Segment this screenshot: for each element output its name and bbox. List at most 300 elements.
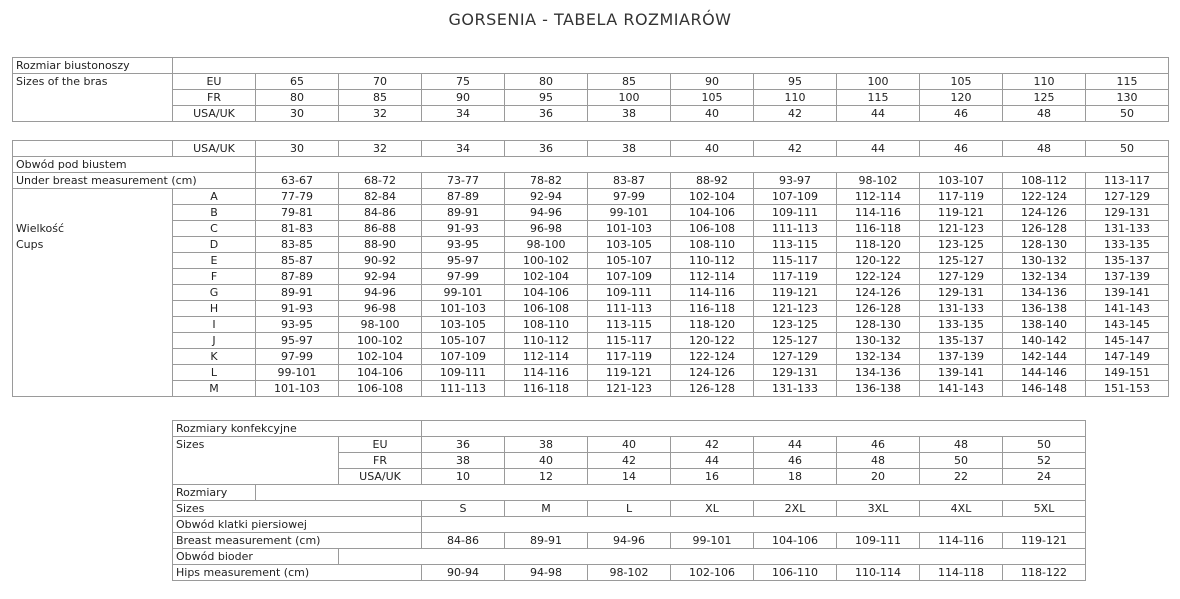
cup-value: 107-109: [588, 269, 671, 285]
bra-sizes-table: [12, 57, 1169, 122]
cups-label-en: Cups: [13, 237, 173, 253]
cup-value: 107-109: [422, 349, 505, 365]
letter-size: S: [422, 501, 505, 517]
cup-value: 131-133: [920, 301, 1003, 317]
cup-value: 96-98: [505, 221, 588, 237]
size-value: 48: [920, 437, 1003, 453]
cup-value: 131-133: [754, 381, 837, 397]
empty-cell: [13, 285, 173, 301]
cup-letter: I: [173, 317, 256, 333]
cup-value: 89-91: [422, 205, 505, 221]
empty-cell: [13, 253, 173, 269]
size-value: 44: [837, 106, 920, 122]
cup-value: 130-132: [1003, 253, 1086, 269]
under-value: 93-97: [754, 173, 837, 189]
cup-row: [13, 221, 1169, 237]
size-value: 48: [837, 453, 920, 469]
cup-value: 108-110: [505, 317, 588, 333]
size-value: 85: [339, 90, 422, 106]
breast-value: 109-111: [837, 533, 920, 549]
size-value: 115: [837, 90, 920, 106]
cup-value: 132-134: [1003, 269, 1086, 285]
under-value: 73-77: [422, 173, 505, 189]
cup-row: [13, 189, 1169, 205]
size-value: 32: [339, 141, 422, 157]
empty-cell: [13, 349, 173, 365]
size-value: 38: [505, 437, 588, 453]
cup-value: 124-126: [837, 285, 920, 301]
cup-value: 98-100: [505, 237, 588, 253]
cup-value: 128-130: [1003, 237, 1086, 253]
cup-value: 135-137: [920, 333, 1003, 349]
cup-row: [13, 285, 1169, 301]
cups-header-row: [13, 141, 1169, 157]
cup-value: 142-144: [1003, 349, 1086, 365]
size-value: 105: [671, 90, 754, 106]
cup-value: 115-117: [754, 253, 837, 269]
clothing-sizes-table: [172, 420, 1086, 581]
cup-value: 106-108: [505, 301, 588, 317]
cup-value: 139-141: [920, 365, 1003, 381]
size-value: 40: [505, 453, 588, 469]
size-value: 80: [505, 74, 588, 90]
cup-letter: A: [173, 189, 256, 205]
cup-value: 129-131: [1086, 205, 1169, 221]
cup-value: 113-115: [754, 237, 837, 253]
under-value: 83-87: [588, 173, 671, 189]
size-value: 38: [588, 141, 671, 157]
size-value: 46: [920, 106, 1003, 122]
size-value: 46: [837, 437, 920, 453]
size-value: 130: [1086, 90, 1169, 106]
cup-row: [13, 301, 1169, 317]
size-value: 40: [671, 106, 754, 122]
cup-value: 84-86: [339, 205, 422, 221]
under-value: 63-67: [256, 173, 339, 189]
size-value: 100: [588, 90, 671, 106]
letter-size: 4XL: [920, 501, 1003, 517]
under-label-en: Under breast measurement (cm): [13, 173, 256, 189]
empty-cell: [13, 381, 173, 397]
empty-cell: [173, 58, 1169, 74]
cup-row: [13, 381, 1169, 397]
cup-value: 109-111: [422, 365, 505, 381]
cup-value: 83-85: [256, 237, 339, 253]
size-value: 32: [339, 106, 422, 122]
size-value: 95: [505, 90, 588, 106]
cup-value: 111-113: [754, 221, 837, 237]
cup-value: 95-97: [422, 253, 505, 269]
cup-value: 121-123: [588, 381, 671, 397]
size-value: 50: [1003, 437, 1086, 453]
cup-row: [13, 365, 1169, 381]
empty-cell: [13, 365, 173, 381]
cup-value: 116-118: [505, 381, 588, 397]
cup-value: 127-129: [1086, 189, 1169, 205]
size-value: 70: [339, 74, 422, 90]
cup-letter: C: [173, 221, 256, 237]
hips-values-row: [173, 565, 1086, 581]
breast-label-pl: Obwód klatki piersiowej: [173, 517, 422, 533]
under-value: 88-92: [671, 173, 754, 189]
size-value: 44: [754, 437, 837, 453]
cup-value: 106-108: [671, 221, 754, 237]
breast-value: 104-106: [754, 533, 837, 549]
size-value: 48: [1003, 106, 1086, 122]
cup-value: 137-139: [1086, 269, 1169, 285]
cup-value: 112-114: [505, 349, 588, 365]
cup-value: 123-125: [920, 237, 1003, 253]
hips-value: 118-122: [1003, 565, 1086, 581]
cup-value: 99-101: [588, 205, 671, 221]
clothing-size-row: [173, 469, 1086, 485]
cup-value: 116-118: [671, 301, 754, 317]
cup-value: 102-104: [339, 349, 422, 365]
cup-value: 120-122: [837, 253, 920, 269]
size-value: 65: [256, 74, 339, 90]
hips-value: 110-114: [837, 565, 920, 581]
cup-value: 101-103: [256, 381, 339, 397]
cup-value: 82-84: [339, 189, 422, 205]
cup-value: 103-105: [422, 317, 505, 333]
cup-value: 114-116: [837, 205, 920, 221]
cup-value: 77-79: [256, 189, 339, 205]
cup-value: 116-118: [837, 221, 920, 237]
cup-value: 97-99: [588, 189, 671, 205]
size-value: 20: [837, 469, 920, 485]
cup-value: 119-121: [920, 205, 1003, 221]
size-system-label: USA/UK: [339, 469, 422, 485]
empty-cell: [13, 106, 173, 122]
under-value: 113-117: [1086, 173, 1169, 189]
bra-size-row: [13, 90, 1169, 106]
sizes-label-en: Sizes: [173, 501, 422, 517]
cup-value: 111-113: [588, 301, 671, 317]
cup-value: 88-90: [339, 237, 422, 253]
size-system-label: EU: [339, 437, 422, 453]
cup-value: 124-126: [1003, 205, 1086, 221]
cup-value: 143-145: [1086, 317, 1169, 333]
cup-value: 121-123: [920, 221, 1003, 237]
cup-value: 141-143: [920, 381, 1003, 397]
cup-value: 129-131: [754, 365, 837, 381]
under-value: 78-82: [505, 173, 588, 189]
cup-value: 118-120: [837, 237, 920, 253]
cup-value: 79-81: [256, 205, 339, 221]
cup-value: 101-103: [422, 301, 505, 317]
empty-cell: [13, 301, 173, 317]
cup-value: 141-143: [1086, 301, 1169, 317]
cup-value: 101-103: [588, 221, 671, 237]
cup-value: 119-121: [754, 285, 837, 301]
size-value: 125: [1003, 90, 1086, 106]
size-value: 38: [422, 453, 505, 469]
size-value: 95: [754, 74, 837, 90]
cup-value: 122-124: [837, 269, 920, 285]
under-value: 108-112: [1003, 173, 1086, 189]
cup-value: 132-134: [837, 349, 920, 365]
size-value: 40: [671, 141, 754, 157]
breast-value: 84-86: [422, 533, 505, 549]
clothing-size-row: [173, 437, 1086, 453]
size-value: 46: [920, 141, 1003, 157]
cup-value: 145-147: [1086, 333, 1169, 349]
cup-value: 104-106: [339, 365, 422, 381]
cup-letter: G: [173, 285, 256, 301]
cup-value: 93-95: [422, 237, 505, 253]
letter-size: 5XL: [1003, 501, 1086, 517]
cup-value: 109-111: [754, 205, 837, 221]
size-value: 110: [1003, 74, 1086, 90]
cup-value: 108-110: [671, 237, 754, 253]
cup-letter: L: [173, 365, 256, 381]
bra-label-pl: Rozmiar biustonoszy: [13, 58, 173, 74]
cup-letter: H: [173, 301, 256, 317]
size-value: 115: [1086, 74, 1169, 90]
cup-value: 100-102: [339, 333, 422, 349]
cup-value: 117-119: [754, 269, 837, 285]
cup-letter: B: [173, 205, 256, 221]
under-label-pl: Obwód pod biustem: [13, 157, 256, 173]
size-system-label: USA/UK: [173, 141, 256, 157]
size-system-label: FR: [339, 453, 422, 469]
size-value: 42: [754, 141, 837, 157]
cup-value: 109-111: [588, 285, 671, 301]
cup-value: 134-136: [837, 365, 920, 381]
cup-value: 137-139: [920, 349, 1003, 365]
size-value: 80: [256, 90, 339, 106]
cup-value: 87-89: [422, 189, 505, 205]
under-value: 98-102: [837, 173, 920, 189]
cup-value: 104-106: [671, 205, 754, 221]
size-value: 42: [754, 106, 837, 122]
cup-value: 92-94: [339, 269, 422, 285]
cup-value: 114-116: [671, 285, 754, 301]
cup-value: 125-127: [920, 253, 1003, 269]
cup-value: 127-129: [920, 269, 1003, 285]
breast-value: 99-101: [671, 533, 754, 549]
cup-value: 149-151: [1086, 365, 1169, 381]
breast-values-row: [173, 533, 1086, 549]
size-value: 44: [837, 141, 920, 157]
cup-row: [13, 237, 1169, 253]
cup-value: 122-124: [671, 349, 754, 365]
size-value: 50: [920, 453, 1003, 469]
sizes-label-row: [173, 485, 1086, 501]
clothing-label-pl: Rozmiary konfekcyjne: [173, 421, 422, 437]
hips-value: 90-94: [422, 565, 505, 581]
empty-cell: [256, 157, 1169, 173]
cup-value: 85-87: [256, 253, 339, 269]
cup-value: 129-131: [920, 285, 1003, 301]
breast-value: 119-121: [1003, 533, 1086, 549]
breast-label-en: Breast measurement (cm): [173, 533, 422, 549]
size-value: 100: [837, 74, 920, 90]
cup-value: 121-123: [754, 301, 837, 317]
hips-label-en: Hips measurement (cm): [173, 565, 422, 581]
cup-row: [13, 333, 1169, 349]
cup-value: 97-99: [422, 269, 505, 285]
cup-value: 133-135: [1086, 237, 1169, 253]
size-value: 120: [920, 90, 1003, 106]
letter-size: L: [588, 501, 671, 517]
cup-value: 144-146: [1003, 365, 1086, 381]
size-value: 105: [920, 74, 1003, 90]
cup-value: 118-120: [671, 317, 754, 333]
cup-letter: F: [173, 269, 256, 285]
cup-value: 95-97: [256, 333, 339, 349]
clothing-label-en: Sizes: [173, 437, 339, 453]
cup-value: 91-93: [422, 221, 505, 237]
cup-value: 117-119: [920, 189, 1003, 205]
empty-cell: [13, 90, 173, 106]
size-value: 14: [588, 469, 671, 485]
cup-value: 96-98: [339, 301, 422, 317]
size-value: 34: [422, 106, 505, 122]
size-value: 38: [588, 106, 671, 122]
size-system-label: EU: [173, 74, 256, 90]
empty-cell: [422, 517, 1086, 533]
cup-value: 128-130: [837, 317, 920, 333]
under-label-row: [13, 157, 1169, 173]
breast-value: 94-96: [588, 533, 671, 549]
size-value: 10: [422, 469, 505, 485]
size-value: 22: [920, 469, 1003, 485]
bra-size-row: [13, 74, 1169, 90]
size-value: 12: [505, 469, 588, 485]
cup-value: 125-127: [754, 333, 837, 349]
page-title: GORSENIA - TABELA ROZMIARÓW: [448, 10, 732, 29]
cup-value: 122-124: [1003, 189, 1086, 205]
under-values-row: [13, 173, 1169, 189]
cup-value: 105-107: [422, 333, 505, 349]
cup-value: 91-93: [256, 301, 339, 317]
empty-cell: [13, 333, 173, 349]
cup-value: 117-119: [588, 349, 671, 365]
empty-cell: [13, 205, 173, 221]
cup-value: 94-96: [339, 285, 422, 301]
cup-letter: D: [173, 237, 256, 253]
cup-value: 94-96: [505, 205, 588, 221]
hips-value: 98-102: [588, 565, 671, 581]
cup-value: 120-122: [671, 333, 754, 349]
cup-value: 112-114: [837, 189, 920, 205]
letter-size: M: [505, 501, 588, 517]
cup-value: 97-99: [256, 349, 339, 365]
cup-value: 136-138: [837, 381, 920, 397]
cup-value: 114-116: [505, 365, 588, 381]
cup-value: 104-106: [505, 285, 588, 301]
cup-value: 93-95: [256, 317, 339, 333]
size-value: 75: [422, 74, 505, 90]
empty-cell: [173, 453, 339, 469]
cup-value: 139-141: [1086, 285, 1169, 301]
cup-value: 110-112: [671, 253, 754, 269]
size-value: 42: [671, 437, 754, 453]
size-value: 50: [1086, 141, 1169, 157]
under-value: 68-72: [339, 173, 422, 189]
bra-title-row: [13, 58, 1169, 74]
letter-size: XL: [671, 501, 754, 517]
cup-value: 81-83: [256, 221, 339, 237]
size-value: 34: [422, 141, 505, 157]
empty-cell: [13, 317, 173, 333]
cup-letter: M: [173, 381, 256, 397]
cup-value: 123-125: [754, 317, 837, 333]
empty-cell: [256, 485, 1086, 501]
letter-sizes-row: [173, 501, 1086, 517]
cup-value: 89-91: [256, 285, 339, 301]
size-value: 48: [1003, 141, 1086, 157]
empty-cell: [13, 269, 173, 285]
cup-value: 86-88: [339, 221, 422, 237]
cup-value: 126-128: [671, 381, 754, 397]
cup-value: 99-101: [256, 365, 339, 381]
breast-value: 114-116: [920, 533, 1003, 549]
cup-value: 135-137: [1086, 253, 1169, 269]
hips-value: 106-110: [754, 565, 837, 581]
cup-value: 102-104: [505, 269, 588, 285]
cup-value: 112-114: [671, 269, 754, 285]
cup-value: 107-109: [754, 189, 837, 205]
size-value: 44: [671, 453, 754, 469]
hips-label-pl: Obwód bioder: [173, 549, 339, 565]
cup-value: 147-149: [1086, 349, 1169, 365]
size-value: 36: [505, 141, 588, 157]
size-value: 90: [671, 74, 754, 90]
size-value: 30: [256, 106, 339, 122]
empty-cell: [173, 469, 339, 485]
empty-cell: [13, 141, 173, 157]
clothing-title-row: [173, 421, 1086, 437]
empty-cell: [13, 189, 173, 205]
size-value: 30: [256, 141, 339, 157]
cup-value: 100-102: [505, 253, 588, 269]
cup-value: 146-148: [1003, 381, 1086, 397]
cup-value: 92-94: [505, 189, 588, 205]
cup-letter: J: [173, 333, 256, 349]
hips-value: 102-106: [671, 565, 754, 581]
empty-cell: [339, 549, 1086, 565]
size-value: 40: [588, 437, 671, 453]
cup-value: 98-100: [339, 317, 422, 333]
size-value: 52: [1003, 453, 1086, 469]
size-value: 42: [588, 453, 671, 469]
cup-value: 110-112: [505, 333, 588, 349]
cup-row: [13, 317, 1169, 333]
cup-value: 124-126: [671, 365, 754, 381]
cup-value: 138-140: [1003, 317, 1086, 333]
letter-size: 2XL: [754, 501, 837, 517]
cups-label-pl: Wielkość: [13, 221, 173, 237]
bra-label-en: Sizes of the bras: [13, 74, 173, 90]
size-value: 24: [1003, 469, 1086, 485]
cup-value: 115-117: [588, 333, 671, 349]
cup-value: 87-89: [256, 269, 339, 285]
cup-value: 103-105: [588, 237, 671, 253]
hips-value: 114-118: [920, 565, 1003, 581]
cup-letter: E: [173, 253, 256, 269]
cup-value: 90-92: [339, 253, 422, 269]
cup-value: 140-142: [1003, 333, 1086, 349]
hips-value: 94-98: [505, 565, 588, 581]
size-value: 36: [422, 437, 505, 453]
size-value: 46: [754, 453, 837, 469]
cup-value: 105-107: [588, 253, 671, 269]
clothing-size-row: [173, 453, 1086, 469]
cup-value: 136-138: [1003, 301, 1086, 317]
size-value: 90: [422, 90, 505, 106]
